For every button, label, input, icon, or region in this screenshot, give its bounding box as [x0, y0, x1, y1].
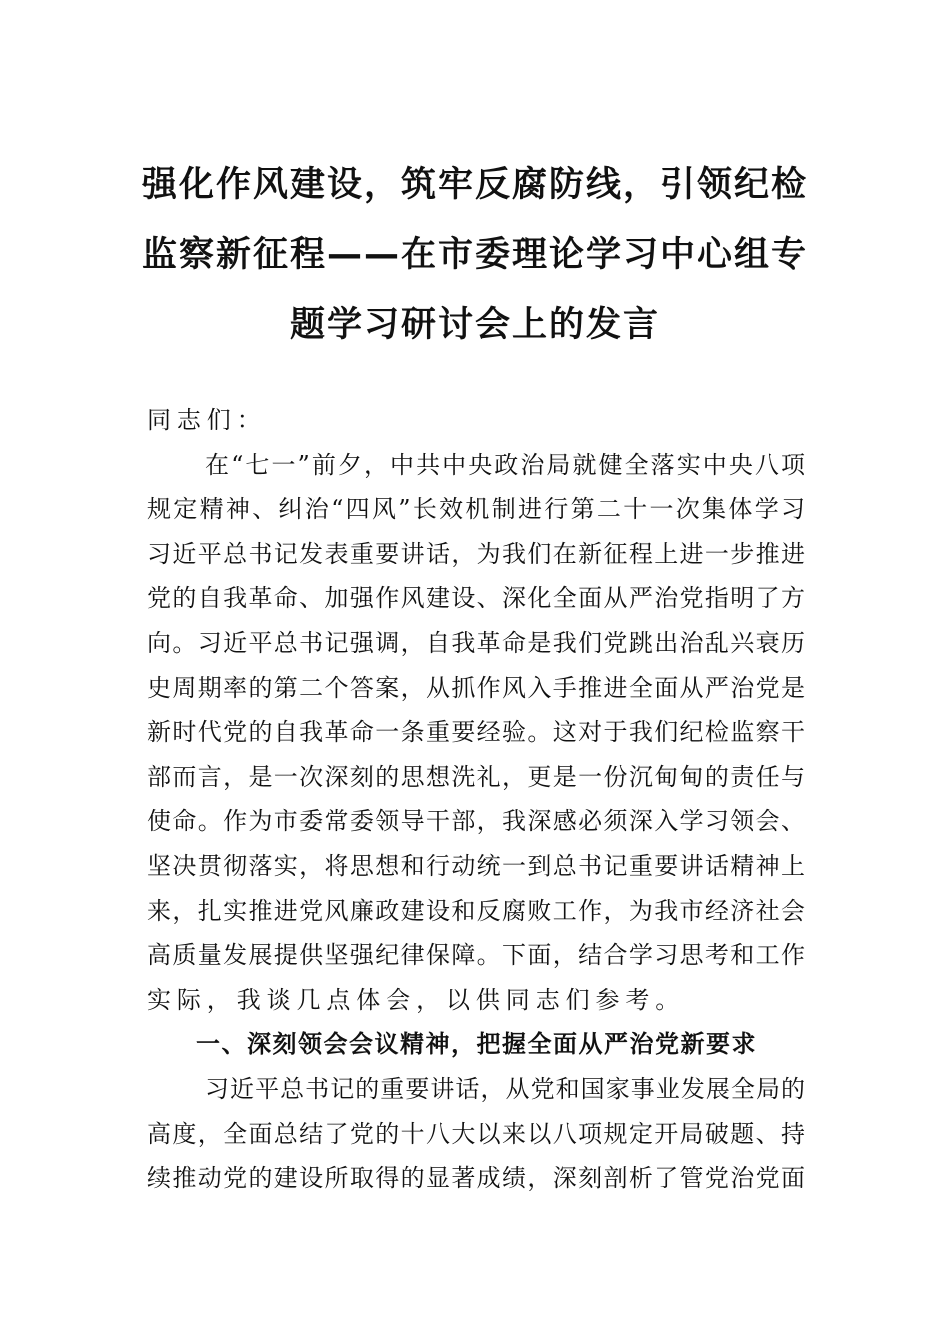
text-line: 在“七一”前夕，中共中央政治局就健全落实中央八项 [205, 450, 805, 479]
section-heading-1: 一、深刻领会会议精神，把握全面从严治党新要求 [196, 1030, 757, 1059]
text-line: 续推动党的建设所取得的显著成绩，深刻剖析了管党治党面 [147, 1164, 805, 1193]
paragraph-1 [147, 443, 805, 1023]
text-line: 规定精神、纠治“四风”长效机制进行第二十一次集体学习 [147, 495, 805, 524]
text-line: 新时代党的自我革命一条重要经验。这对于我们纪检监察干 [147, 718, 805, 747]
text-line: 党的自我革命、加强作风建设、深化全面从严治党指明了方 [147, 584, 805, 613]
text-line: 坚决贯彻落实，将思想和行动统一到总书记重要讲话精神上 [147, 851, 805, 880]
paragraph-2 [147, 1067, 805, 1201]
text-line: 习近平总书记的重要讲话，从党和国家事业发展全局的 [205, 1074, 805, 1103]
text-line: 来，扎实推进党风廉政建设和反腐败工作，为我市经济社会 [147, 896, 805, 925]
text-line: 习近平总书记发表重要讲话，为我们在新征程上进一步推进 [147, 539, 805, 568]
text-line: 部而言，是一次深刻的思想洗礼，更是一份沉甸甸的责任与 [147, 762, 805, 791]
document-body [147, 398, 805, 1201]
text-line: 高质量发展提供坚强纪律保障。下面，结合学习思考和工作 [147, 941, 805, 970]
title-line: 监察新征程——在市委理论学习中心组专 [141, 235, 808, 275]
document-title [130, 150, 820, 360]
title-line: 题学习研讨会上的发言 [289, 305, 660, 345]
text-line: 使命。作为市委常委领导干部，我深感必须深入学习领会、 [147, 807, 805, 836]
text-line: 向。习近平总书记强调，自我革命是我们党跳出治乱兴衰历 [147, 628, 805, 657]
text-line: 高度，全面总结了党的十八大以来以八项规定开局破题、持 [147, 1119, 805, 1148]
salutation: 同志们： [147, 406, 267, 434]
text-line: 史周期率的第二个答案，从抓作风入手推进全面从严治党是 [147, 673, 805, 702]
text-line: 实际，我谈几点体会，以供同志们参考。 [147, 985, 686, 1014]
title-line: 强化作风建设，筑牢反腐防线，引领纪检 [141, 165, 808, 205]
